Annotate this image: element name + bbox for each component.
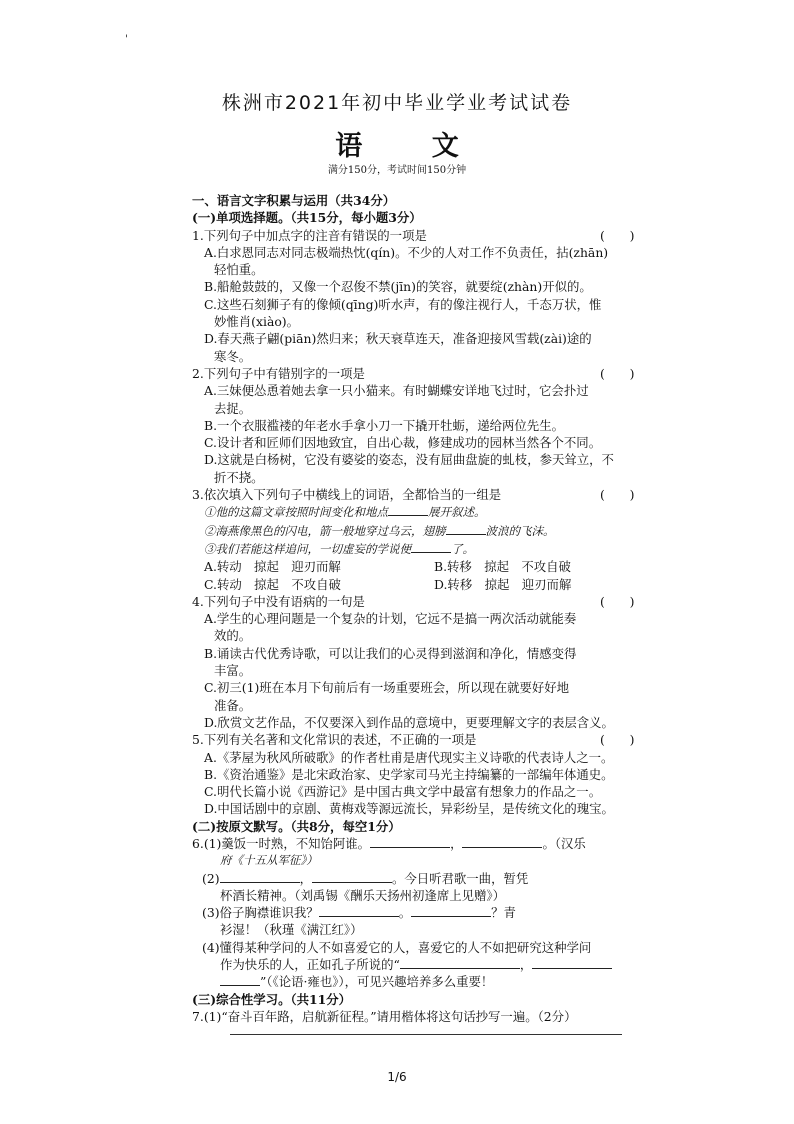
answer-paren: ( ) (600, 227, 635, 243)
option-line: 轻怕重。 (214, 262, 264, 278)
fill-blank[interactable] (532, 956, 612, 969)
dictation-line: ”（《论语·雍也》），可见兴趣培养多么重要！ (192, 973, 624, 990)
question-stem: 2.下列句子中有错别字的一项是 (192, 365, 365, 381)
fill-blank[interactable] (462, 835, 542, 848)
fill-blank[interactable] (446, 522, 486, 535)
option-line: D.春天燕子翩(piān)然归来；秋天衰草连天，准备迎接风雪载(zài)途的 (204, 331, 592, 347)
dictation-line: 作为快乐的人，正如孔子所说的“ ， (192, 956, 624, 973)
fill-blank[interactable] (220, 870, 300, 883)
dictation-line: (2) ， 。今日听君歌一曲，暂凭 (202, 870, 529, 886)
answer-line[interactable] (230, 1034, 622, 1035)
option-line: D.这就是白杨树，它没有婆娑的姿态，没有屈曲盘旋的虬枝，参天耸立，不 (204, 452, 614, 468)
option-line: B.诵读古代优秀诗歌，可以让我们的心灵得到滋润和净化，情感变得 (204, 645, 577, 661)
option-line: C.设计者和匠师们因地致宜，自出心裁，修建成功的园林当然各个不同。 (204, 435, 602, 451)
option-b: B.转移 掠起 不攻自破 (434, 559, 571, 575)
answer-paren: ( ) (600, 732, 635, 748)
option-line: A.《茅屋为秋风所破歌》的作者杜甫是唐代现实主义诗歌的代表诗人之一。 (204, 749, 614, 765)
option-line: 效的。 (214, 628, 252, 644)
question-7: 7.(1)“奋斗百年路，启航新征程。”请用楷体将这句话抄写一遍。（2分） (192, 1008, 577, 1024)
sentence-line: ③我们若能这样追问，一切虚妄的学说便 了。 (204, 541, 474, 556)
option-line: 折不挠。 (214, 469, 264, 485)
question-4 (192, 593, 635, 610)
option-line: B.一个衣服褴褛的年老水手拿小刀一下撬开牡蛎，递给两位先生。 (204, 417, 564, 433)
subject-title: 语 文 (335, 131, 489, 162)
option-line: 寒冬。 (214, 348, 252, 364)
option-line: C.明代长篇小说《西游记》是中国古典文学中最富有想象力的作品之一。 (204, 784, 602, 800)
exam-content (192, 192, 635, 1025)
option-line: 准备。 (214, 697, 252, 713)
question-3 (192, 486, 635, 503)
option-a: A.转动 掠起 迎刃而解 (204, 559, 341, 575)
option-line: B.船舱鼓鼓的，又像一个忍俊不禁(jīn)的笑容，就要绽(zhàn)开似的。 (204, 279, 592, 295)
question-stem: 5.下列有关名著和文化常识的表述，不正确的一项是 (192, 732, 477, 748)
question-stem: 4.下列句子中没有语病的一句是 (192, 593, 365, 609)
option-line: B.《资治通鉴》是北宋政治家、史学家司马光主持编纂的一部编年体通史。 (204, 766, 614, 782)
answer-paren: ( ) (600, 487, 635, 503)
fill-blank[interactable] (388, 503, 428, 516)
option-line: 妙惟肖(xiào)。 (214, 314, 300, 330)
part-heading: (二)按原文默写。（共8分，每空1分） (192, 818, 401, 834)
option-d: D.转移 掠起 迎刃而解 (434, 576, 572, 592)
option-line: C.初三(1)班在本月下旬前后有一场重要班会，所以现在就要好好地 (204, 680, 570, 696)
option-line: C.这些石刻狮子有的像倾(qīng)听水声，有的像注视行人，千态万状，惟 (204, 296, 602, 312)
fill-blank[interactable] (370, 835, 450, 848)
question-5 (192, 731, 635, 748)
page-number: 1/6 (387, 1070, 407, 1084)
option-c: C.转动 掠起 不攻自破 (204, 576, 341, 592)
part-heading: (一)单项选择题。（共15分，每小题3分） (192, 210, 422, 226)
fill-blank[interactable] (400, 956, 520, 969)
fill-blank[interactable] (319, 904, 399, 917)
dictation-line: (3)俗子胸襟谁识我？ 。 ？青 (202, 905, 516, 921)
sentence-line: ②海燕像黑色的闪电，箭一般地穿过乌云，翅膀 波浪的飞沫。 (204, 523, 555, 538)
option-line: D.欣赏文艺作品，不仅要深入到作品的意境中，更要理解文字的表层含义。 (204, 714, 614, 730)
source-line: 衫湿！（秋瑾《满江红》） (220, 922, 363, 938)
answer-paren: ( ) (600, 593, 635, 609)
source-line: 府《十五从军征》） (220, 853, 318, 868)
option-line: D.中国话剧中的京剧、黄梅戏等源远流长，异彩纷呈，是传统文化的瑰宝。 (204, 801, 614, 817)
dictation-line: (4)懂得某种学问的人不如喜爱它的人，喜爱它的人不如把研究这种学问 (202, 939, 592, 955)
question-2 (192, 365, 635, 382)
option-line: A.学生的心理问题是一个复杂的计划，它远不是搞一两次活动就能奏 (204, 611, 577, 627)
score-note: 满分150分，考试时间150分钟 (327, 165, 467, 176)
question-stem: 1.下列句子中加点字的注音有错误的一项是 (192, 227, 427, 243)
fill-blank[interactable] (312, 870, 392, 883)
option-line: 去捉。 (214, 400, 252, 416)
question-stem: 3.依次填入下列句子中横线上的词语，全都恰当的一组是 (192, 487, 502, 503)
option-grid (192, 558, 624, 593)
fill-blank[interactable] (411, 904, 491, 917)
sentence-line: ①他的这篇文章按照时间变化和地点 展开叙述。 (204, 505, 486, 520)
option-line: A.三妹便怂恿着她去拿一只小猫来。有时蝴蝶安详地飞过时，它会扑过 (204, 383, 589, 399)
section-heading: 一、语言文字积累与运用（共34分） (192, 193, 396, 208)
source-line: 杯酒长精神。（刘禹锡《酬乐天扬州初逢席上见赠》） (220, 887, 505, 903)
corner-mark: ' (125, 34, 128, 45)
option-line: 丰富。 (214, 663, 252, 679)
question-1 (192, 227, 635, 244)
fill-blank[interactable] (411, 540, 451, 553)
dictation-line: 6.(1)羹饭一时熟，不知饴阿谁。 ， 。（汉乐 (192, 835, 586, 851)
option-line: A.白求恩同志对同志极端热忱(qín)。不少的人对工作不负责任，拈(zhān) (204, 244, 609, 260)
fill-blank[interactable] (220, 973, 260, 986)
exam-title: 株洲市2021年初中毕业学业考试试卷 (221, 92, 573, 114)
answer-paren: ( ) (600, 365, 635, 381)
part-heading: (三)综合性学习。（共11分） (192, 991, 352, 1007)
